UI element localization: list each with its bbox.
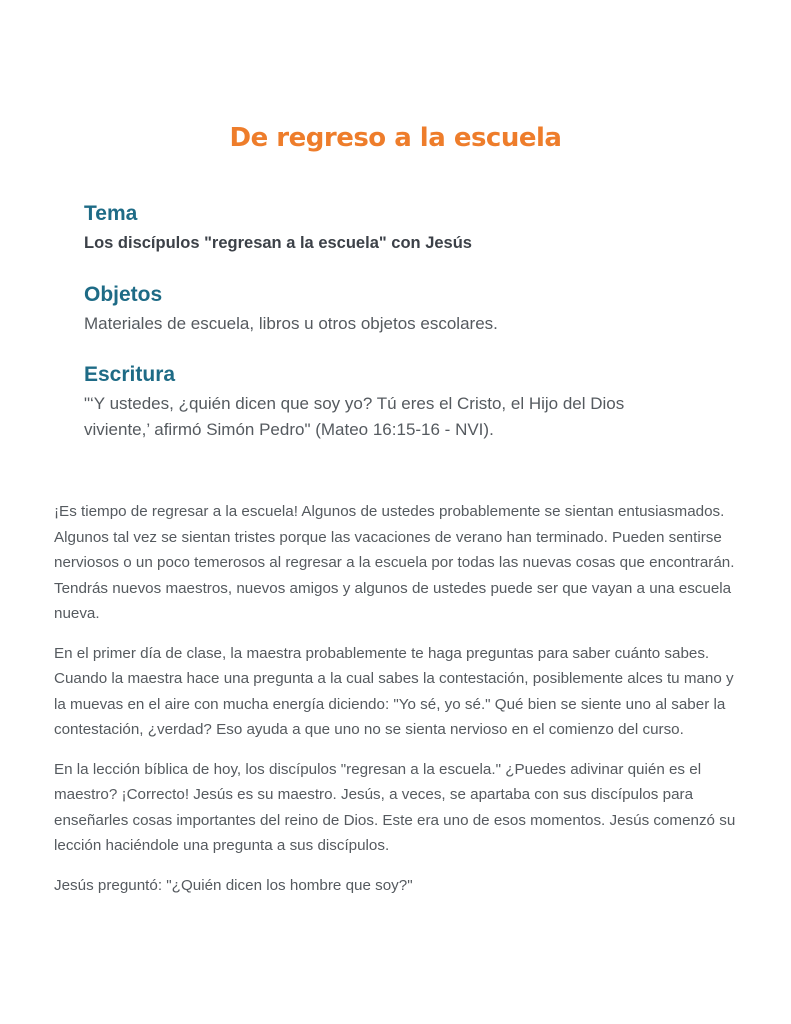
tema-heading: Tema (84, 202, 138, 225)
body-paragraph: En la lección bíblica de hoy, los discípulos "regresan a la escuela." ¿Puedes adivinar quién es el maestro? ¡Correcto! Jesús es su maestro. Jesús, a veces, se apartaba con sus discípulos para enseñarles cosas importantes del reino de Dios. Este era uno de esos momentos. Jesús comenzó su lección haciéndole una pregunta a sus discípulos. (54, 760, 736, 854)
section-tema (84, 201, 724, 256)
tema-text: Los discípulos "regresan a la escuela" con Jesús (84, 234, 472, 252)
escritura-text (84, 391, 724, 443)
objetos-heading: Objetos (84, 283, 163, 306)
objetos-text: Materiales de escuela, libros u otros objetos escolares. (84, 314, 498, 333)
body-paragraph: Jesús preguntó: "¿Quién dicen los hombre que soy?" (54, 876, 413, 894)
section-objetos (84, 282, 724, 337)
section-escritura (84, 362, 724, 443)
body-text (54, 499, 744, 912)
document-title: De regreso a la escuela (229, 123, 562, 154)
escritura-heading: Escritura (84, 363, 176, 386)
escritura-line-1: "‘Y ustedes, ¿quién dicen que soy yo? Tú eres el Cristo, el Hijo del Dios (84, 394, 625, 413)
body-paragraph: En el primer día de clase, la maestra probablemente te haga preguntas para saber cuánto sabes. Cuando la maestra hace una pregunta a la cual sabes la contestación, posiblemente alces tu mano y la muevas en el aire con mucha energía diciendo: "Yo sé, yo sé." Qué bien se siente uno al saber la contestación, ¿verdad? Eso ayuda a que uno no se sienta nervioso en el comienzo del curso. (54, 644, 734, 738)
body-paragraph: ¡Es tiempo de regresar a la escuela! Algunos de ustedes probablemente se sientan entusiasmados. Algunos tal vez se sientan tristes porque las vacaciones de verano han terminado. Pueden sentirse nerviosos o un poco temerosos al regresar a la escuela por todas las nuevas cosas que encontrarán. Tendrás nuevos maestros, nuevos amigos y algunos de ustedes puede ser que vayan a una escuela nueva. (54, 503, 735, 622)
escritura-line-2: viviente,’ afirmó Simón Pedro" (Mateo 16:15-16 - NVI). (84, 420, 494, 439)
